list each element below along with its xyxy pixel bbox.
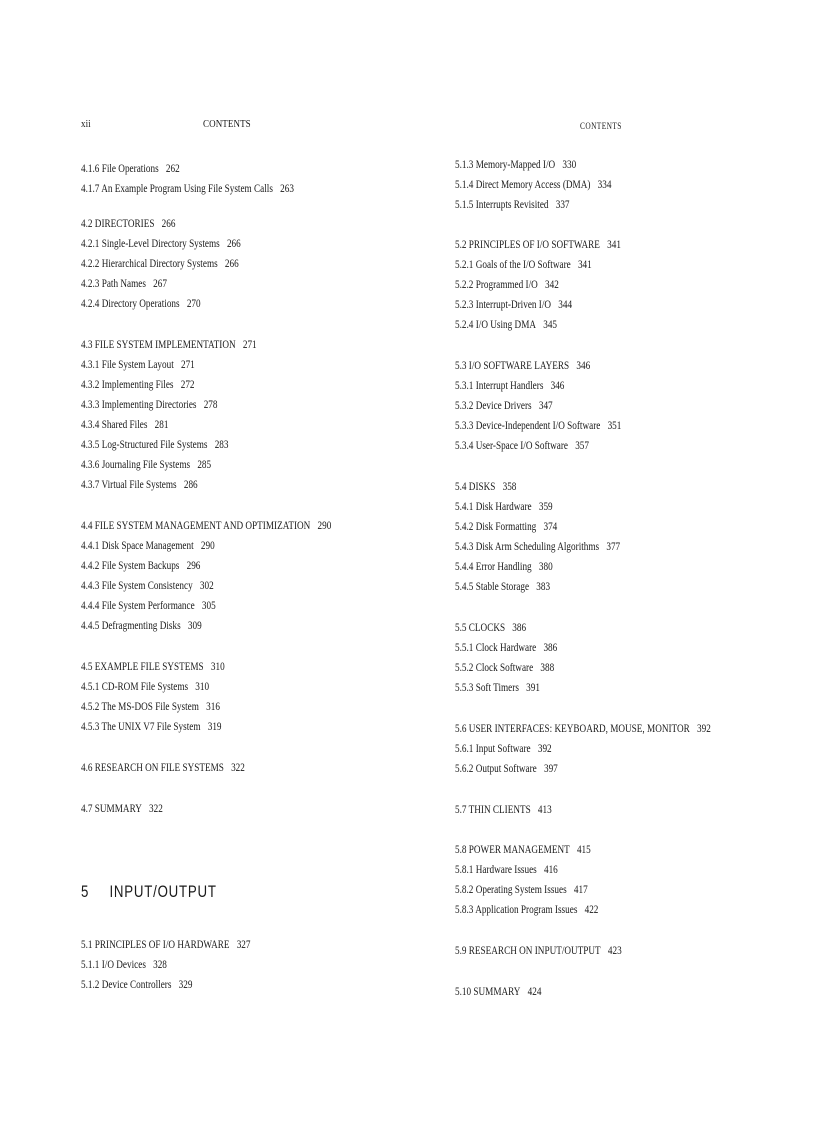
toc-entry-page: 263: [280, 183, 294, 195]
toc-entry-title: 5.1.2 Device Controllers: [81, 979, 172, 991]
toc-entry-page: 334: [597, 179, 612, 191]
toc-entry-page: 424: [527, 986, 542, 998]
toc-entry: [455, 318, 557, 332]
toc-entry-page: 391: [526, 682, 540, 694]
toc-entry: [455, 158, 576, 172]
toc-entry-title: 5.6.2 Output Software: [455, 763, 537, 775]
toc-entry: [81, 478, 198, 492]
toc-entry-title: 5.8.3 Application Program Issues: [455, 904, 578, 916]
toc-entry-page: 330: [562, 159, 577, 171]
toc-entry-title: 4.5.2 The MS-DOS File System: [81, 701, 199, 713]
toc-entry-page: 328: [153, 959, 167, 971]
toc-entry-title: 5.1.3 Memory-Mapped I/O: [455, 159, 556, 171]
toc-entry-page: 290: [200, 540, 215, 552]
toc-entry-title: 5.3 I/O SOFTWARE LAYERS: [455, 360, 570, 372]
toc-entry-page: 272: [180, 379, 195, 391]
toc-entry-page: 357: [575, 440, 589, 452]
toc-entry-title: 5.4.2 Disk Formatting: [455, 521, 537, 533]
toc-entry-title: 5.5 CLOCKS: [455, 622, 506, 634]
toc-entry: [81, 378, 195, 392]
toc-entry-title: 4.4.4 File System Performance: [81, 600, 195, 612]
toc-entry-page: 415: [576, 844, 591, 856]
toc-entry-page: 270: [186, 298, 201, 310]
toc-entry-page: 377: [606, 541, 621, 553]
toc-entry-title: 5.7 THIN CLIENTS: [455, 804, 531, 816]
toc-entry-title: 4.3.6 Journaling File Systems: [81, 459, 191, 471]
toc-entry-title: 4.3 FILE SYSTEM IMPLEMENTATION: [81, 339, 236, 351]
toc-entry: [81, 559, 200, 573]
toc-entry-title: 4.3.7 Virtual File Systems: [81, 479, 177, 491]
toc-entry-page: 267: [153, 278, 167, 290]
toc-entry: [81, 720, 222, 734]
toc-entry-page: 262: [165, 163, 180, 175]
toc-entry-page: 380: [538, 561, 553, 573]
toc-entry-title: 4.5 EXAMPLE FILE SYSTEMS: [81, 661, 204, 673]
toc-entry-title: 4.2.4 Directory Operations: [81, 298, 180, 310]
toc-entry: [81, 539, 215, 553]
toc-entry: [81, 162, 180, 176]
toc-entry-title: 5.9 RESEARCH ON INPUT/OUTPUT: [455, 945, 601, 957]
toc-entry-title: 5.2.2 Programmed I/O: [455, 279, 538, 291]
toc-entry-page: 351: [607, 420, 622, 432]
toc-entry-title: 5.3.2 Device Drivers: [455, 400, 532, 412]
toc-entry-title: 4.1.6 File Operations: [81, 163, 159, 175]
toc-entry-page: 423: [607, 945, 622, 957]
toc-entry: [81, 619, 202, 633]
toc-entry-title: 4.2.2 Hierarchical Directory Systems: [81, 258, 218, 270]
toc-entry: [81, 938, 251, 952]
toc-entry-title: 4.4.2 File System Backups: [81, 560, 180, 572]
toc-entry-page: 342: [544, 279, 559, 291]
toc-entry-title: 4.2 DIRECTORIES: [81, 218, 155, 230]
toc-entry: [455, 903, 598, 917]
toc-entry: [81, 297, 201, 311]
toc-entry-title: 4.3.3 Implementing Directories: [81, 399, 197, 411]
chapter-heading: [81, 882, 217, 902]
toc-entry: [455, 762, 558, 776]
toc-entry: [81, 338, 257, 352]
toc-entry-title: 5.3.3 Device-Independent I/O Software: [455, 420, 601, 432]
toc-entry-title: 5.2.4 I/O Using DMA: [455, 319, 537, 331]
toc-entry: [81, 418, 168, 432]
toc-entry: [455, 540, 620, 554]
toc-entry: [455, 661, 554, 675]
toc-entry-page: 347: [538, 400, 553, 412]
toc-entry-title: 5.5.1 Clock Hardware: [455, 642, 537, 654]
toc-entry-page: 302: [199, 580, 214, 592]
toc-entry-title: 5.2.3 Interrupt-Driven I/O: [455, 299, 552, 311]
toc-entry-title: 5.1.1 I/O Devices: [81, 959, 146, 971]
toc-entry-page: 266: [224, 258, 239, 270]
toc-entry: [455, 399, 553, 413]
toc-entry-page: 397: [543, 763, 558, 775]
toc-entry: [455, 500, 553, 514]
toc-entry-page: 416: [543, 864, 558, 876]
toc-entry: [81, 599, 216, 613]
toc-entry-page: 305: [201, 600, 216, 612]
toc-entry-title: 5.5.2 Clock Software: [455, 662, 534, 674]
toc-entry: [455, 278, 559, 292]
toc-entry-page: 341: [577, 259, 592, 271]
running-header-right: CONTENTS: [580, 121, 622, 131]
toc-entry-title: 4.2.1 Single-Level Directory Systems: [81, 238, 220, 250]
toc-entry-title: 5.2 PRINCIPLES OF I/O SOFTWARE: [455, 239, 600, 251]
toc-entry-page: 316: [206, 701, 220, 713]
toc-entry: [455, 580, 550, 594]
toc-entry-title: 5.6.1 Input Software: [455, 743, 531, 755]
toc-entry-page: 310: [195, 681, 210, 693]
toc-entry: [81, 958, 167, 972]
toc-entry-page: 271: [242, 339, 257, 351]
toc-entry-page: 344: [558, 299, 573, 311]
toc-entry: [455, 379, 564, 393]
toc-entry: [455, 258, 592, 272]
toc-entry: [81, 519, 331, 533]
toc-entry-title: 5.6 USER INTERFACES: KEYBOARD, MOUSE, MONITOR: [455, 723, 690, 735]
toc-entry: [81, 277, 167, 291]
toc-entry: [81, 660, 225, 674]
toc-entry: [455, 803, 552, 817]
toc-entry: [81, 237, 241, 251]
toc-entry-title: 5.4.5 Stable Storage: [455, 581, 530, 593]
toc-entry-title: 4.1.7 An Example Program Using File System Calls: [81, 183, 273, 195]
toc-entry-page: 413: [537, 804, 552, 816]
toc-entry-page: 329: [178, 979, 193, 991]
toc-entry-page: 271: [180, 359, 195, 371]
toc-entry: [81, 182, 294, 196]
toc-entry-page: 417: [573, 884, 588, 896]
toc-entry-title: 5.3.1 Interrupt Handlers: [455, 380, 544, 392]
chapter-number: 5: [81, 882, 90, 901]
toc-entry-page: 327: [236, 939, 251, 951]
toc-entry-page: 346: [550, 380, 565, 392]
toc-entry: [455, 863, 558, 877]
toc-entry-page: 285: [197, 459, 212, 471]
toc-entry-title: 5.8.2 Operating System Issues: [455, 884, 567, 896]
toc-entry-title: 5.1 PRINCIPLES OF I/O HARDWARE: [81, 939, 230, 951]
toc-entry: [455, 722, 711, 736]
chapter-title: INPUT/OUTPUT: [109, 882, 217, 901]
toc-entry: [81, 761, 245, 775]
toc-entry-title: 5.4.3 Disk Arm Scheduling Algorithms: [455, 541, 600, 553]
toc-entry-page: 310: [210, 661, 225, 673]
toc-entry: [455, 641, 557, 655]
toc-entry-page: 374: [543, 521, 558, 533]
toc-entry: [455, 621, 526, 635]
toc-entry: [455, 198, 570, 212]
toc-entry: [455, 238, 621, 252]
toc-entry-title: 5.1.5 Interrupts Revisited: [455, 199, 549, 211]
toc-entry: [455, 178, 611, 192]
toc-entry-title: 5.1.4 Direct Memory Access (DMA): [455, 179, 591, 191]
toc-entry-page: 309: [187, 620, 202, 632]
toc-entry: [81, 680, 209, 694]
toc-entry: [81, 700, 220, 714]
toc-entry-page: 392: [537, 743, 552, 755]
toc-entry-title: 4.4.1 Disk Space Management: [81, 540, 194, 552]
toc-entry-title: 5.3.4 User-Space I/O Software: [455, 440, 568, 452]
toc-entry-title: 4.5.1 CD-ROM File Systems: [81, 681, 189, 693]
toc-entry-title: 5.8.1 Hardware Issues: [455, 864, 537, 876]
toc-entry-title: 4.7 SUMMARY: [81, 803, 142, 815]
toc-entry: [81, 257, 239, 271]
toc-entry-page: 341: [607, 239, 621, 251]
toc-entry-page: 337: [555, 199, 570, 211]
toc-entry-page: 386: [512, 622, 527, 634]
toc-entry-page: 286: [183, 479, 198, 491]
toc-entry-page: 322: [149, 803, 163, 815]
toc-entry-title: 5.4.1 Disk Hardware: [455, 501, 532, 513]
toc-entry: [81, 802, 163, 816]
toc-entry-page: 422: [584, 904, 599, 916]
toc-entry-title: 4.3.5 Log-Structured File Systems: [81, 439, 208, 451]
toc-entry-page: 386: [543, 642, 558, 654]
running-header-left: CONTENTS: [203, 118, 251, 130]
toc-entry: [81, 978, 192, 992]
toc-entry-title: 4.3.2 Implementing Files: [81, 379, 174, 391]
toc-entry-page: 392: [697, 723, 711, 735]
toc-entry-title: 4.6 RESEARCH ON FILE SYSTEMS: [81, 762, 224, 774]
toc-entry: [81, 438, 229, 452]
toc-entry: [81, 217, 175, 231]
toc-entry-page: 322: [231, 762, 245, 774]
toc-entry: [455, 742, 552, 756]
toc-entry-page: 383: [536, 581, 551, 593]
toc-entry-title: 5.5.3 Soft Timers: [455, 682, 519, 694]
toc-entry: [455, 843, 591, 857]
toc-entry-title: 4.4.5 Defragmenting Disks: [81, 620, 181, 632]
toc-entry-title: 5.10 SUMMARY: [455, 986, 521, 998]
toc-entry-page: 278: [203, 399, 218, 411]
toc-entry: [81, 398, 217, 412]
toc-entry-title: 4.5.3 The UNIX V7 File System: [81, 721, 201, 733]
toc-entry-title: 5.4 DISKS: [455, 481, 496, 493]
toc-entry: [455, 439, 589, 453]
toc-entry-page: 358: [502, 481, 517, 493]
toc-entry: [455, 419, 621, 433]
toc-entry: [81, 458, 211, 472]
toc-entry: [455, 560, 553, 574]
toc-entry-page: 345: [543, 319, 558, 331]
toc-entry: [455, 480, 516, 494]
toc-entry-page: 266: [161, 218, 176, 230]
toc-entry-page: 346: [576, 360, 591, 372]
toc-entry-title: 4.4.3 File System Consistency: [81, 580, 193, 592]
page-number: xii: [81, 118, 91, 130]
toc-entry-title: 5.4.4 Error Handling: [455, 561, 532, 573]
toc-entry-page: 319: [207, 721, 222, 733]
toc-entry: [455, 883, 588, 897]
toc-entry-page: 281: [154, 419, 169, 431]
toc-entry-title: 4.2.3 Path Names: [81, 278, 146, 290]
toc-entry: [455, 944, 622, 958]
toc-entry: [81, 358, 195, 372]
toc-entry-title: 4.4 FILE SYSTEM MANAGEMENT AND OPTIMIZATION: [81, 520, 311, 532]
toc-entry-page: 283: [214, 439, 229, 451]
toc-entry: [455, 681, 540, 695]
toc-entry: [455, 985, 541, 999]
toc-entry-title: 4.3.4 Shared Files: [81, 419, 148, 431]
toc-entry: [455, 359, 590, 373]
toc-entry-title: 4.3.1 File System Layout: [81, 359, 174, 371]
toc-entry-page: 388: [540, 662, 555, 674]
toc-entry-title: 5.8 POWER MANAGEMENT: [455, 844, 570, 856]
toc-entry-title: 5.2.1 Goals of the I/O Software: [455, 259, 571, 271]
toc-entry-page: 359: [538, 501, 553, 513]
toc-entry: [455, 520, 557, 534]
toc-entry: [455, 298, 572, 312]
toc-entry: [81, 579, 214, 593]
toc-entry-page: 296: [186, 560, 201, 572]
toc-entry-page: 290: [317, 520, 332, 532]
toc-entry-page: 266: [226, 238, 241, 250]
